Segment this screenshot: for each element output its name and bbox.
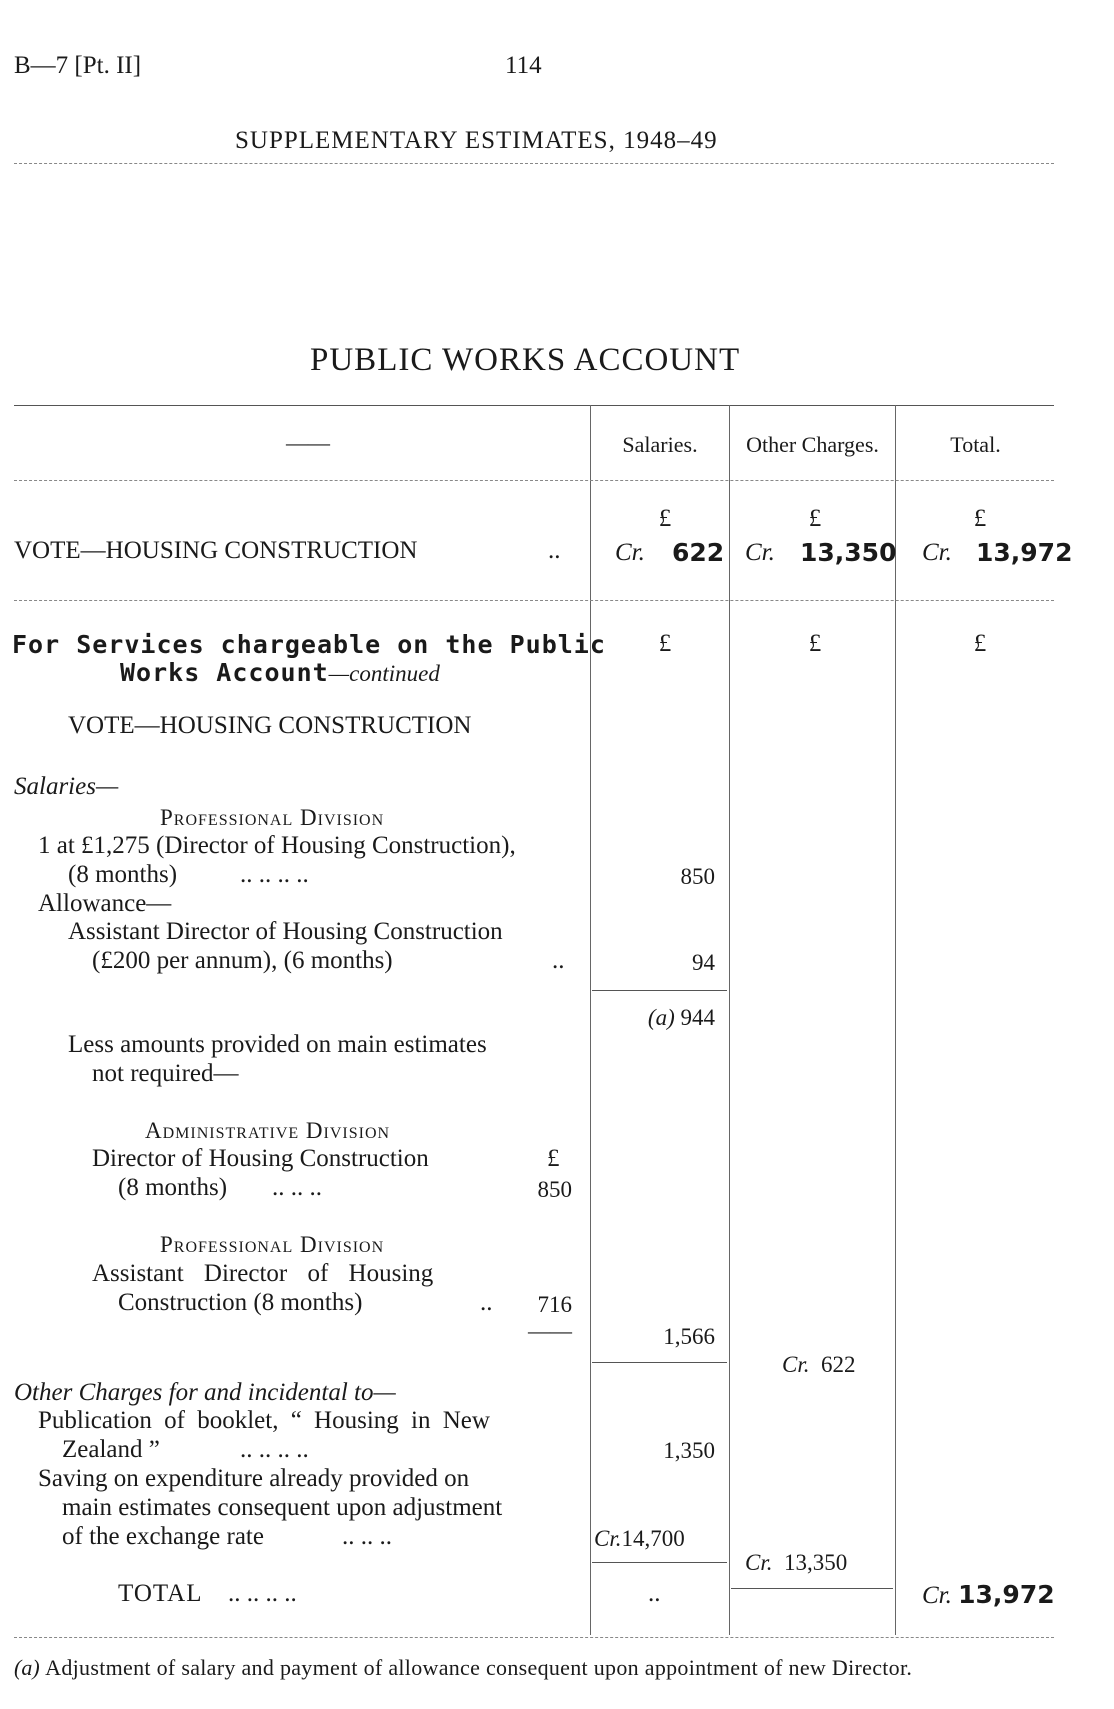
total-label: TOTAL: [118, 1580, 203, 1607]
summary-pound-total: £: [973, 505, 987, 532]
footnote-text: Adjustment of salary and payment of allowance consequent upon appointment of new Director.: [45, 1655, 913, 1680]
salaries-net-value: 622: [821, 1352, 856, 1377]
prof-item-line2: Construction (8 months): [118, 1289, 363, 1316]
director-salary-value: 850: [680, 864, 715, 889]
admin-item-leader: .. .. ..: [272, 1174, 322, 1201]
total-value: [922, 1580, 1055, 1610]
admin-item-pound: £: [547, 1145, 560, 1172]
column-rule-other: [729, 405, 730, 1635]
services-pound-other: £: [808, 630, 822, 657]
publication-line2: Zealand ”: [62, 1436, 160, 1463]
salaries-subtotal-value: 944: [680, 1005, 715, 1030]
summary-total-cr: Cr.: [922, 539, 952, 566]
summary-pound-other: £: [808, 505, 822, 532]
saving-value: [594, 1526, 685, 1552]
assistant-line2: (£200 per annum), (6 months): [92, 947, 393, 974]
total-amount: 13,972: [958, 1580, 1055, 1609]
services-pound-total: £: [973, 630, 987, 657]
header-rule: [14, 163, 1054, 164]
running-title: SUPPLEMENTARY ESTIMATES, 1948–49: [235, 127, 718, 154]
total-leader: .. .. .. ..: [228, 1580, 297, 1607]
summary-pound-salaries: £: [658, 505, 672, 532]
assistant-line1: Assistant Director of Housing Construction: [68, 918, 503, 945]
publication-line1: Publication of booklet, “ Housing in New: [38, 1407, 490, 1434]
saving-line2: main estimates consequent upon adjustment: [62, 1494, 503, 1521]
other-charges-heading: Other Charges for and incidental to—: [14, 1379, 396, 1406]
header-total: Total.: [950, 432, 1001, 457]
services-heading-continued: —continued: [328, 661, 440, 686]
professional-division-heading-2: Professional Division: [160, 1232, 385, 1257]
admin-item-line1: Director of Housing Construction: [92, 1145, 429, 1172]
prof-item-leader: ..: [480, 1289, 493, 1316]
services-heading-bold: Works Account: [120, 658, 329, 687]
page-number: 114: [505, 52, 542, 79]
summary-salaries-cr: Cr.: [615, 539, 645, 566]
director-line1: 1 at £1,275 (Director of Housing Construction),: [38, 832, 516, 859]
salaries-heading: Salaries—: [14, 773, 119, 800]
assistant-leader: ..: [552, 947, 565, 974]
table-bottom-rule: [14, 1637, 1054, 1638]
total-salaries-leader: ..: [648, 1580, 661, 1607]
summary-bottom-rule: [14, 600, 1054, 601]
less-amounts-line1: Less amounts provided on main estimates: [68, 1031, 487, 1058]
summary-vote-label: VOTE—HOUSING CONSTRUCTION: [14, 537, 418, 564]
footnote-marker-ref: (a): [647, 1005, 675, 1030]
services-heading-line2: [120, 658, 440, 687]
professional-division-heading: Professional Division: [160, 805, 385, 830]
total-rule-other: [731, 1588, 893, 1589]
summary-other-value: 13,350: [800, 538, 897, 567]
summary-salaries-value: 622: [672, 538, 725, 567]
salaries-subtotal: [600, 1005, 715, 1031]
header-other-charges: Other Charges.: [746, 432, 879, 457]
less-amounts-line2: not required—: [92, 1060, 239, 1087]
title-rule: [14, 405, 1054, 406]
summary-other-cr: Cr.: [745, 539, 775, 566]
other-charges-net-cr: Cr.: [745, 1550, 773, 1575]
header-ref: B—7 [Pt. II]: [14, 52, 142, 79]
total-cr: Cr.: [922, 1582, 952, 1609]
admin-item-value: 850: [537, 1177, 572, 1202]
saving-line1: Saving on expenditure already provided on: [38, 1465, 470, 1492]
saving-leader: .. .. ..: [342, 1523, 392, 1550]
prof-item-rule: ——: [528, 1318, 572, 1343]
other-charges-net: [745, 1550, 847, 1576]
administrative-division-heading: Administrative Division: [145, 1118, 391, 1143]
salaries-net: [782, 1352, 856, 1378]
header-bottom-rule: [14, 480, 1054, 481]
page-title: PUBLIC WORKS ACCOUNT: [310, 342, 741, 378]
footnote-marker: (a): [14, 1655, 40, 1680]
director-leader: .. .. .. ..: [240, 861, 309, 888]
saving-cr: Cr.: [594, 1526, 622, 1551]
header-salaries: Salaries.: [622, 432, 698, 457]
assistant-allowance-value: 94: [692, 950, 715, 975]
salaries-section-rule: [592, 1362, 727, 1363]
column-rule-salaries: [590, 405, 591, 1635]
admin-item-line2: (8 months): [118, 1174, 228, 1201]
director-line2: (8 months): [68, 861, 178, 888]
saving-amount: 14,700: [621, 1526, 685, 1551]
prof-item-value: 716: [537, 1292, 572, 1317]
saving-line3: of the exchange rate: [62, 1523, 264, 1550]
salaries-net-cr: Cr.: [782, 1352, 810, 1377]
less-amounts-total: 1,566: [663, 1324, 715, 1349]
other-charges-net-value: 13,350: [784, 1550, 848, 1575]
vote-heading: VOTE—HOUSING CONSTRUCTION: [68, 712, 472, 739]
column-rule-total: [895, 405, 896, 1635]
prof-item-line1: Assistant Director of Housing: [92, 1260, 434, 1287]
summary-leader: ..: [548, 537, 561, 564]
services-heading-line1: For Services chargeable on the Public: [12, 630, 606, 659]
publication-leader: .. .. .. ..: [240, 1436, 309, 1463]
services-pound-salaries: £: [658, 630, 672, 657]
summary-total-value: 13,972: [976, 538, 1073, 567]
footnote: [14, 1655, 912, 1681]
allowance-heading: Allowance—: [38, 890, 172, 917]
header-dash: ——: [286, 430, 330, 455]
publication-value: 1,350: [663, 1438, 715, 1463]
other-charges-rule: [592, 1562, 727, 1563]
salaries-subtotal-rule: [592, 990, 727, 991]
